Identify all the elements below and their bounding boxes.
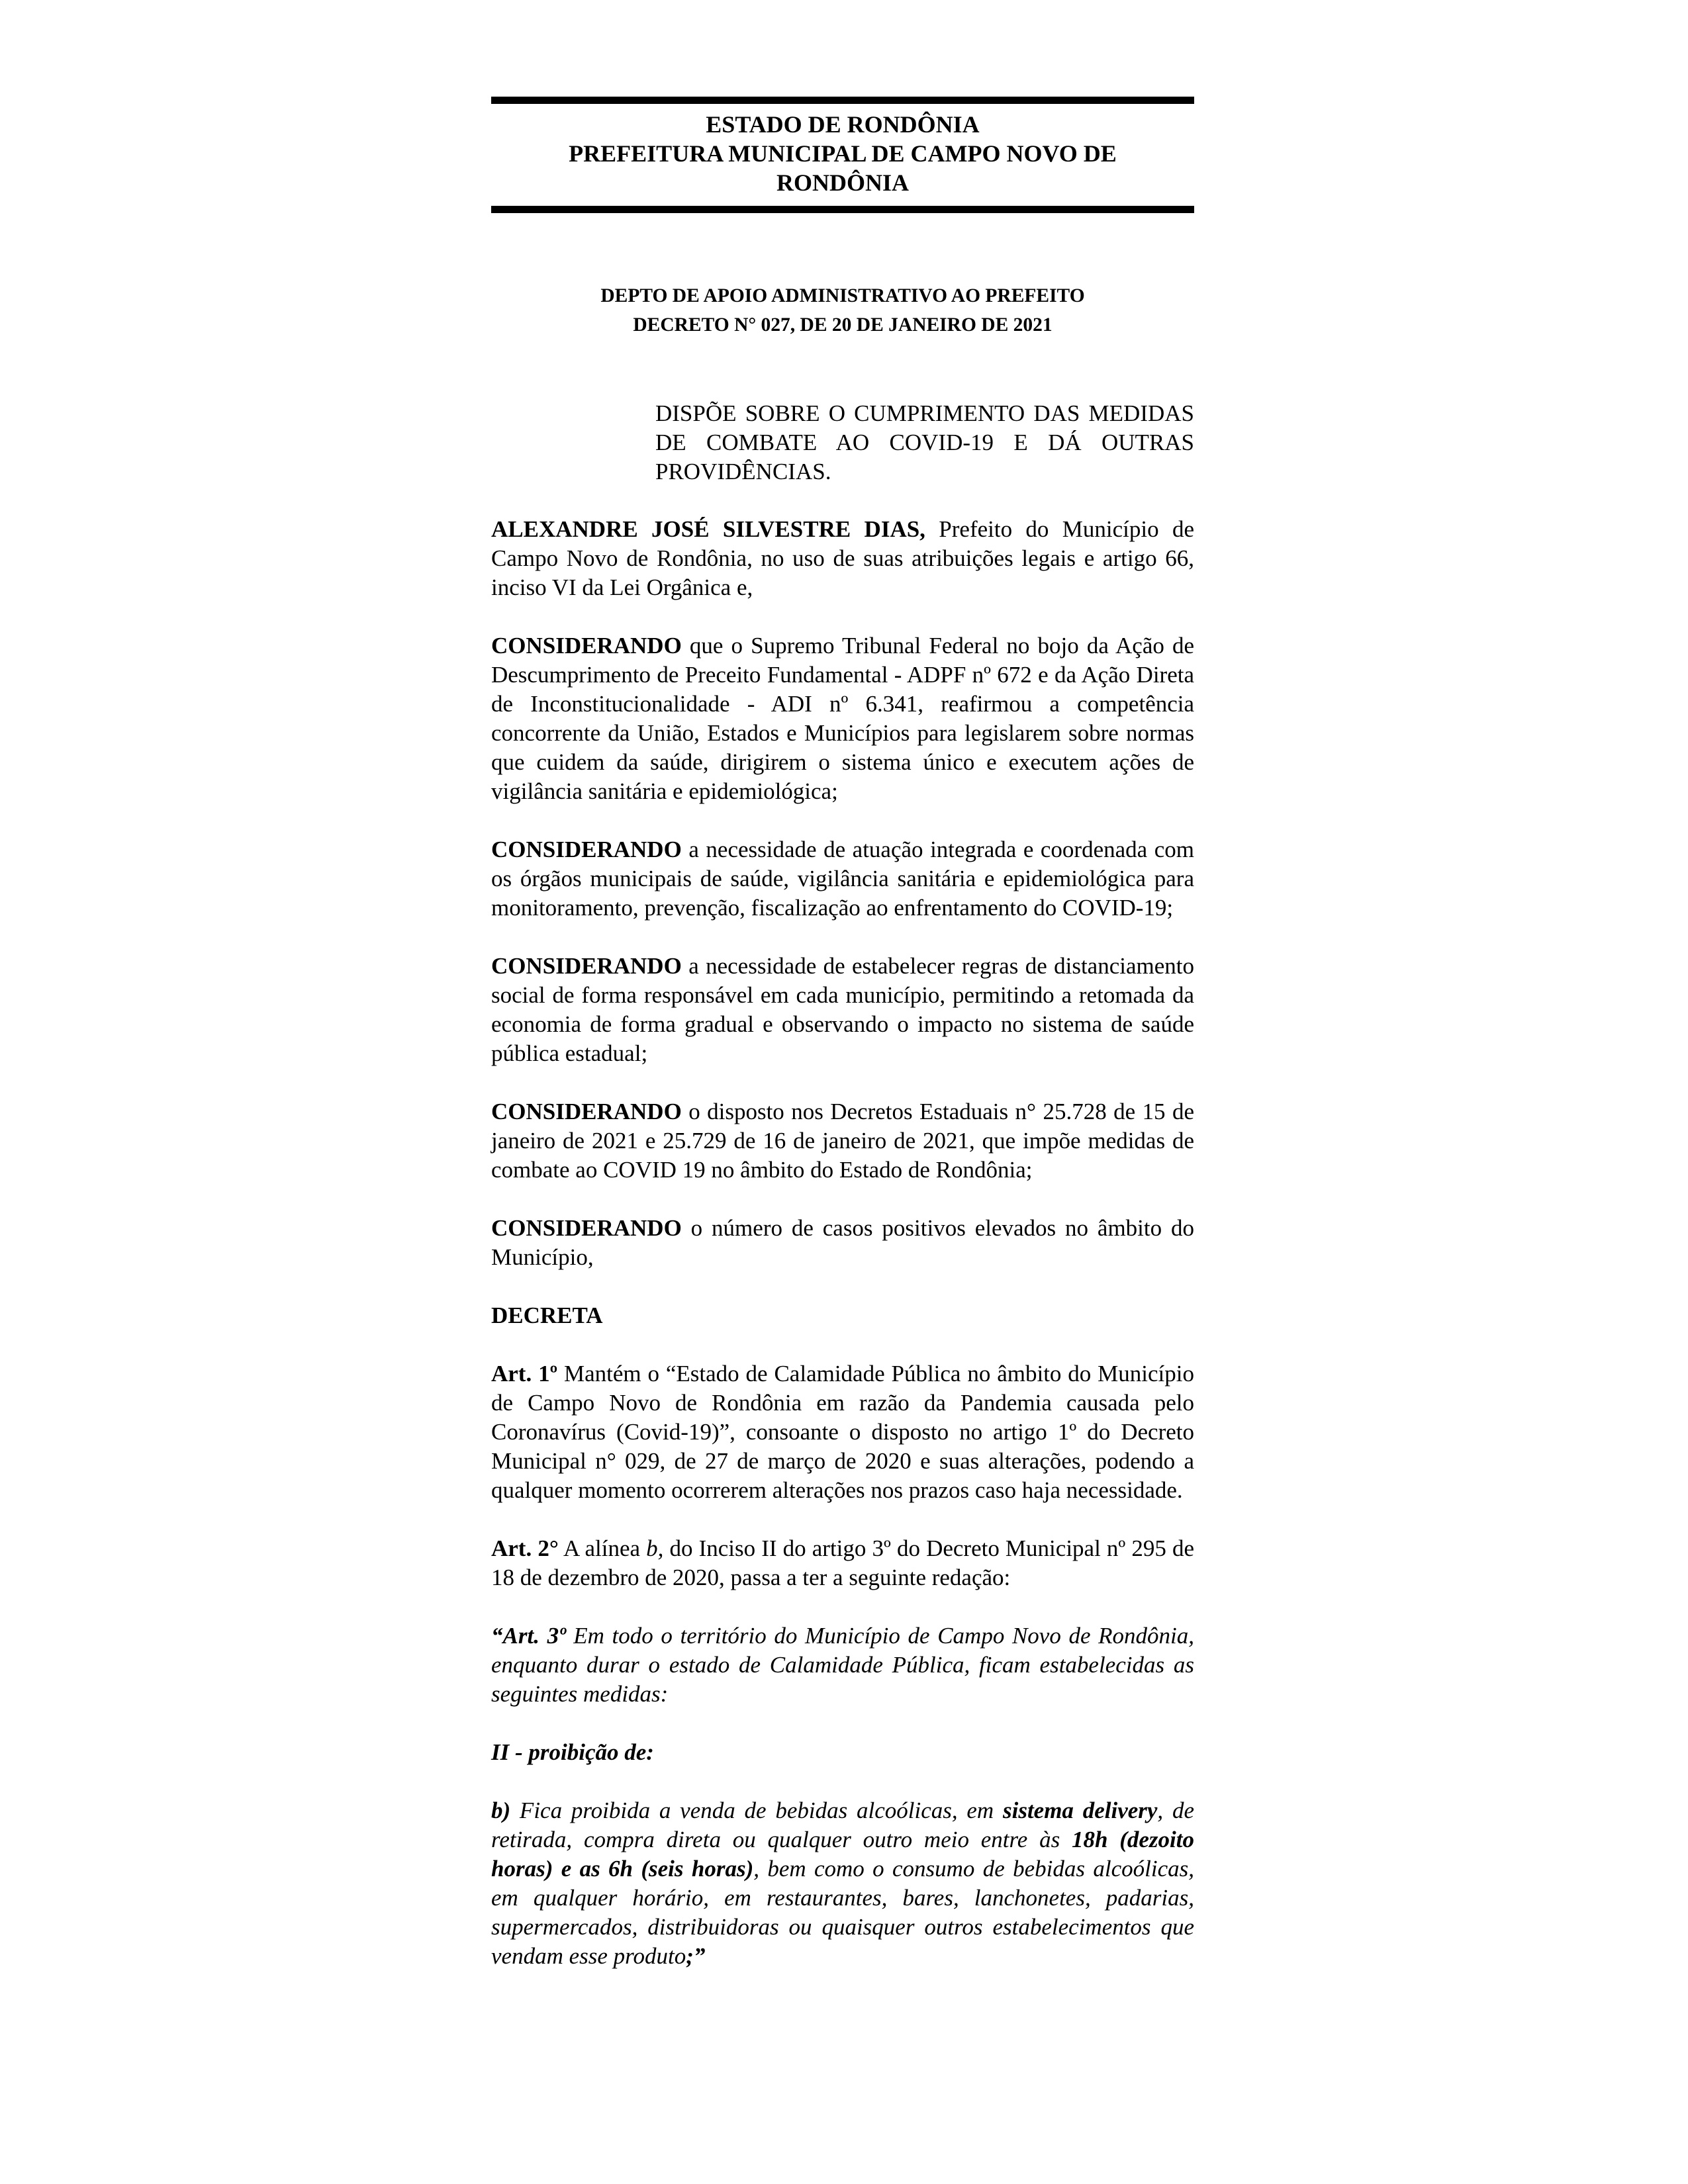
decree-subheader [491, 281, 1194, 340]
department-name: DEPTO DE APOIO ADMINISTRATIVO AO PREFEITO [600, 285, 1085, 306]
decree-title: DECRETO N° 027, DE 20 DE JANEIRO DE 2021 [633, 314, 1053, 336]
decree-body [491, 515, 1194, 1971]
considerando-paragraph: CONSIDERANDO a necessidade de estabelecer regras de distanciamento social de forma responsável em cada município, permitindo a retomada da economia de forma gradual e observando o impacto no sistema de saúde pública estadual; [491, 953, 1194, 1066]
header-prefecture: PREFEITURA MUNICIPAL DE CAMPO NOVO DE [569, 140, 1117, 167]
intro-paragraph: ALEXANDRE JOSÉ SILVESTRE DIAS, Prefeito do Município de Campo Novo de Rondônia, no uso de suas atribuições legais e artigo 66, inciso VI da Lei Orgânica e, [491, 516, 1194, 600]
considerando-paragraph: CONSIDERANDO a necessidade de atuação integrada e coordenada com os órgãos municipais de saúde, vigilância sanitária e epidemiológica para monitoramento, prevenção, fiscalização ao enfrentamento do COVID-19; [491, 837, 1194, 921]
header-state: ESTADO DE RONDÔNIA [706, 111, 980, 138]
considerando-paragraph: CONSIDERANDO o disposto nos Decretos Estaduais n° 25.728 de 15 de janeiro de 2021 e 25.729 de 16 de janeiro de 2021, que impõe medidas de combate ao COVID 19 no âmbito do Estado de Rondônia; [491, 1099, 1194, 1183]
header-top-rule [491, 97, 1194, 104]
ementa: DISPÕE SOBRE O CUMPRIMENTO DAS MEDIDAS DE COMBATE AO COVID-19 E DÁ OUTRAS PROVIDÊNCIAS. [655, 400, 1194, 484]
considerando-paragraph: CONSIDERANDO que o Supremo Tribunal Federal no bojo da Ação de Descumprimento de Preceito Fundamental - ADPF nº 672 e da Ação Direta de Inconstitucionalidade - ADI nº 6.341, reafirmou a competência concorrente da União, Estados e Municípios para legislarem sobre normas que cuidem da saúde, dirigirem o sistema único e executem ações de vigilância sanitária e epidemiológica; [491, 633, 1194, 804]
inciso-ii: II - proibição de: [491, 1739, 654, 1765]
mayor-name: ALEXANDRE JOSÉ SILVESTRE DIAS, [491, 516, 925, 542]
header-municipality: RONDÔNIA [776, 169, 909, 196]
article-1: Art. 1º Mantém o “Estado de Calamidade Pública no âmbito do Município de Campo Novo de Rondônia em razão da Pandemia causada pelo Coronavírus (Covid-19)”, consoante o disposto no artigo 1º do Decreto Municipal n° 029, de 27 de março de 2020 e suas alterações, podendo a qualquer momento ocorrerem alterações nos prazos caso haja necessidade. [491, 1361, 1194, 1503]
header-bottom-rule [491, 206, 1194, 213]
considerando-paragraph: CONSIDERANDO o número de casos positivos elevados no âmbito do Município, [491, 1215, 1194, 1270]
document-header [491, 110, 1194, 197]
alinea-b: b) Fica proibida a venda de bebidas alcoólicas, em sistema delivery, de retirada, compra direta ou qualquer outro meio entre às 18h (dezoito horas) e as 6h (seis horas), bem como o consumo de bebidas alcoólicas, em qualquer horário, em restaurantes, bares, lanchonetes, padarias, supermercados, distribuidoras ou quaisquer outros estabelecimentos que vendam esse produto;” [491, 1797, 1194, 1969]
quoted-article-3: “Art. 3º Em todo o território do Município de Campo Novo de Rondônia, enquanto durar o estado de Calamidade Pública, ficam estabelecidas as seguintes medidas: [491, 1623, 1194, 1707]
decreta-heading: DECRETA [491, 1302, 603, 1328]
article-2: Art. 2° A alínea b, do Inciso II do artigo 3º do Decreto Municipal nº 295 de 18 de dezembro de 2020, passa a ter a seguinte redação: [491, 1535, 1195, 1590]
